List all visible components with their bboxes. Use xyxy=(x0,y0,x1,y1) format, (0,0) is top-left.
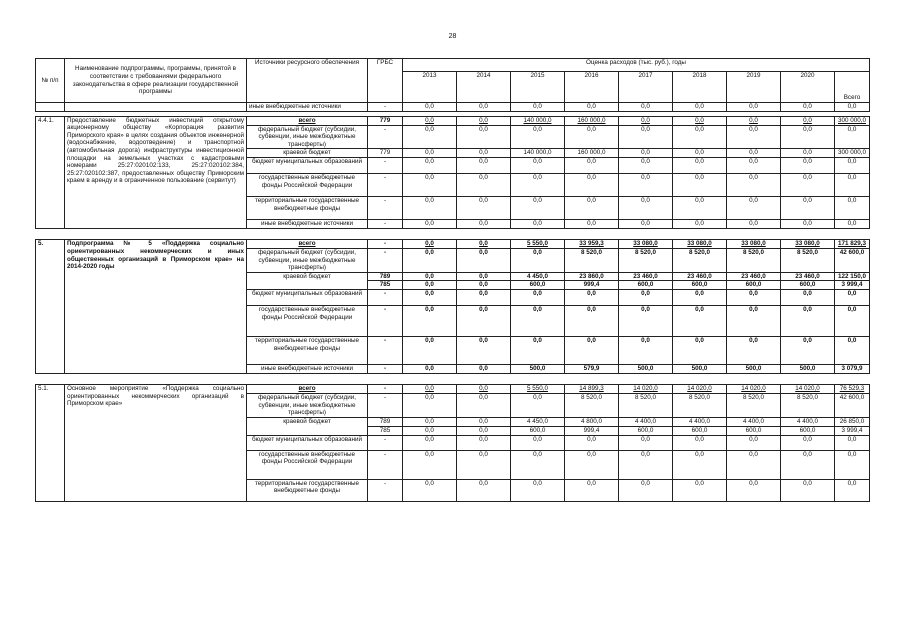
value-cell: 8 520,0 xyxy=(673,248,727,272)
header-year: 2013 xyxy=(403,72,457,103)
table-row xyxy=(36,116,870,125)
value-cell: 122 150,0 xyxy=(835,272,870,281)
value-cell: 0,0 xyxy=(565,435,619,450)
grbs-cell: - xyxy=(368,220,403,229)
row-number: 5.1. xyxy=(36,384,65,501)
value-cell: 0,0 xyxy=(835,336,870,364)
value-cell: 0,0 xyxy=(457,281,511,290)
grbs-cell: - xyxy=(368,435,403,450)
grbs-cell: 785 xyxy=(368,281,403,290)
value-cell: 0,0 xyxy=(835,289,870,305)
value-cell: 23 460,0 xyxy=(619,272,673,281)
value-cell: 4 450,0 xyxy=(511,272,565,281)
value-cell: 500,0 xyxy=(511,364,565,373)
grbs-cell: - xyxy=(368,248,403,272)
value-cell: 999,4 xyxy=(565,281,619,290)
value-cell: 600,0 xyxy=(781,281,835,290)
value-cell: 42 600,0 xyxy=(835,393,870,417)
value-cell: 0,0 xyxy=(565,103,619,112)
value-cell: 4 800,0 xyxy=(565,417,619,426)
row-name: Основное мероприятие «Поддержка социально ориентированных некоммерческих организаций в Приморском крае» xyxy=(65,384,247,501)
value-cell: 0,0 xyxy=(511,220,565,229)
value-cell: 0,0 xyxy=(673,336,727,364)
value-cell: 23 860,0 xyxy=(565,272,619,281)
value-cell: 0,0 xyxy=(619,289,673,305)
value-cell: 0,0 xyxy=(781,197,835,220)
value-cell: 0,0 xyxy=(457,426,511,435)
grbs-cell: - xyxy=(368,158,403,174)
value-cell: 0,0 xyxy=(619,336,673,364)
value-cell: 0,0 xyxy=(403,220,457,229)
header-row xyxy=(36,59,870,72)
value-cell: 0,0 xyxy=(781,125,835,149)
value-cell: 0,0 xyxy=(727,220,781,229)
value-cell: 4 400,0 xyxy=(619,417,673,426)
source-cell: территориальные государственные внебюджетные фонды xyxy=(247,336,368,364)
value-cell: 0,0 xyxy=(835,158,870,174)
value-cell: 160 000,0 xyxy=(565,116,619,125)
value-cell: 0,0 xyxy=(619,220,673,229)
value-cell: 0,0 xyxy=(565,125,619,149)
value-cell: 0,0 xyxy=(403,393,457,417)
value-cell: 0,0 xyxy=(457,336,511,364)
source-cell: всего xyxy=(247,116,368,125)
header-year: 2015 xyxy=(511,72,565,103)
value-cell: 0,0 xyxy=(835,125,870,149)
value-cell: 0,0 xyxy=(619,305,673,336)
value-cell: 0,0 xyxy=(673,158,727,174)
value-cell: 0,0 xyxy=(511,450,565,479)
value-cell: 14 020,0 xyxy=(781,384,835,393)
value-cell: 0,0 xyxy=(511,103,565,112)
value-cell: 0,0 xyxy=(403,281,457,290)
value-cell: 0,0 xyxy=(619,435,673,450)
value-cell: 42 600,0 xyxy=(835,248,870,272)
value-cell: 8 520,0 xyxy=(727,393,781,417)
table-row xyxy=(36,384,870,393)
header-year: 2014 xyxy=(457,72,511,103)
value-cell: 5 550,0 xyxy=(511,384,565,393)
value-cell: 0,0 xyxy=(673,149,727,158)
header-estimate: Оценка расходов (тыс. руб.), годы xyxy=(403,59,870,72)
value-cell: 0,0 xyxy=(673,289,727,305)
grbs-cell: 789 xyxy=(368,272,403,281)
value-cell: 0,0 xyxy=(781,289,835,305)
value-cell: 0,0 xyxy=(673,435,727,450)
value-cell: 0,0 xyxy=(457,479,511,501)
grbs-cell: - xyxy=(368,240,403,249)
value-cell: 33 080,0 xyxy=(781,240,835,249)
value-cell: 8 520,0 xyxy=(781,393,835,417)
value-cell: 0,0 xyxy=(781,158,835,174)
grbs-cell: 779 xyxy=(368,116,403,125)
value-cell: 0,0 xyxy=(403,336,457,364)
header-year: 2018 xyxy=(673,72,727,103)
source-cell: бюджет муниципальных образований xyxy=(247,158,368,174)
value-cell: 0,0 xyxy=(727,158,781,174)
value-cell: 0,0 xyxy=(619,197,673,220)
value-cell: 500,0 xyxy=(727,364,781,373)
value-cell: 0,0 xyxy=(619,103,673,112)
grbs-cell: - xyxy=(368,450,403,479)
grbs-cell: - xyxy=(368,103,403,112)
source-cell: краевой бюджет xyxy=(247,272,368,289)
header-num: № п/п xyxy=(36,59,65,103)
row-number: 4.4.1. xyxy=(36,116,65,229)
value-cell: 0,0 xyxy=(673,450,727,479)
value-cell: 0,0 xyxy=(403,125,457,149)
value-cell: 0,0 xyxy=(457,158,511,174)
value-cell: 0,0 xyxy=(457,384,511,393)
value-cell: 0,0 xyxy=(511,248,565,272)
value-cell: 0,0 xyxy=(835,197,870,220)
value-cell: 0,0 xyxy=(727,479,781,501)
value-cell: 0,0 xyxy=(457,450,511,479)
value-cell: 0,0 xyxy=(457,125,511,149)
value-cell: 0,0 xyxy=(727,149,781,158)
value-cell: 4 400,0 xyxy=(781,417,835,426)
value-cell: 0,0 xyxy=(619,116,673,125)
value-cell: 600,0 xyxy=(511,426,565,435)
header-name: Наименование подпрограммы, программы, принятой в соответствии с требованиями федерального законодательства в сфере реализации государственной программы xyxy=(65,59,247,103)
value-cell: 3 999,4 xyxy=(835,426,870,435)
value-cell: 171 829,3 xyxy=(835,240,870,249)
value-cell: 600,0 xyxy=(619,426,673,435)
value-cell: 0,0 xyxy=(727,289,781,305)
source-cell: территориальные государственные внебюджетные фонды xyxy=(247,479,368,501)
value-cell: 0,0 xyxy=(673,305,727,336)
header-year: 2017 xyxy=(619,72,673,103)
value-cell: 0,0 xyxy=(457,248,511,272)
value-cell: 0,0 xyxy=(565,158,619,174)
value-cell: 500,0 xyxy=(619,364,673,373)
value-cell: 160 000,0 xyxy=(565,149,619,158)
grbs-cell: - xyxy=(368,336,403,364)
value-cell: 0,0 xyxy=(835,103,870,112)
value-cell: 0,0 xyxy=(565,220,619,229)
header-year: 2020 xyxy=(781,72,835,103)
value-cell: 8 520,0 xyxy=(781,248,835,272)
value-cell: 23 460,0 xyxy=(673,272,727,281)
grbs-cell: - xyxy=(368,305,403,336)
value-cell: 0,0 xyxy=(511,174,565,197)
value-cell: 76 529,3 xyxy=(835,384,870,393)
value-cell: 600,0 xyxy=(511,281,565,290)
value-cell: 0,0 xyxy=(457,364,511,373)
source-cell: территориальные государственные внебюджетные фонды xyxy=(247,197,368,220)
grbs-cell: - xyxy=(368,393,403,417)
grbs-cell: - xyxy=(368,364,403,373)
value-cell: 0,0 xyxy=(781,149,835,158)
value-cell: 0,0 xyxy=(835,220,870,229)
value-cell: 0,0 xyxy=(565,479,619,501)
value-cell: 33 080,0 xyxy=(673,240,727,249)
value-cell: 0,0 xyxy=(835,479,870,501)
value-cell: 0,0 xyxy=(457,272,511,281)
source-cell: федеральный бюджет (субсидии, субвенции, иные межбюджетные трансферты) xyxy=(247,248,368,272)
header-year: 2019 xyxy=(727,72,781,103)
grbs-cell: - xyxy=(368,384,403,393)
value-cell: 0,0 xyxy=(511,158,565,174)
value-cell: 0,0 xyxy=(457,149,511,158)
value-cell: 0,0 xyxy=(727,435,781,450)
value-cell: 0,0 xyxy=(727,450,781,479)
value-cell: 14 899,3 xyxy=(565,384,619,393)
value-cell: 0,0 xyxy=(673,220,727,229)
source-cell: иные внебюджетные источники xyxy=(247,220,368,229)
grbs-cell: 785 xyxy=(368,426,403,435)
value-cell: 600,0 xyxy=(727,281,781,290)
value-cell: 0,0 xyxy=(565,336,619,364)
value-cell: 4 450,0 xyxy=(511,417,565,426)
value-cell: 500,0 xyxy=(673,364,727,373)
value-cell: 3 079,9 xyxy=(835,364,870,373)
value-cell: 0,0 xyxy=(673,125,727,149)
value-cell: 14 020,0 xyxy=(619,384,673,393)
table-row xyxy=(36,103,870,112)
value-cell: 0,0 xyxy=(511,305,565,336)
value-cell: 0,0 xyxy=(835,450,870,479)
value-cell: 0,0 xyxy=(619,174,673,197)
value-cell: 0,0 xyxy=(565,197,619,220)
value-cell: 0,0 xyxy=(781,116,835,125)
value-cell: 0,0 xyxy=(457,220,511,229)
value-cell: 0,0 xyxy=(727,116,781,125)
value-cell: 0,0 xyxy=(619,450,673,479)
source-cell: краевой бюджет xyxy=(247,417,368,435)
value-cell: 0,0 xyxy=(565,289,619,305)
value-cell: 8 520,0 xyxy=(619,248,673,272)
value-cell: 0,0 xyxy=(781,435,835,450)
value-cell: 600,0 xyxy=(727,426,781,435)
value-cell: 0,0 xyxy=(565,174,619,197)
value-cell: 579,9 xyxy=(565,364,619,373)
grbs-cell: - xyxy=(368,289,403,305)
value-cell: 0,0 xyxy=(727,103,781,112)
value-cell: 0,0 xyxy=(403,479,457,501)
value-cell: 999,4 xyxy=(565,426,619,435)
source-cell: бюджет муниципальных образований xyxy=(247,289,368,305)
value-cell: 0,0 xyxy=(511,289,565,305)
grbs-cell: - xyxy=(368,479,403,501)
value-cell: 600,0 xyxy=(673,426,727,435)
value-cell: 0,0 xyxy=(565,305,619,336)
value-cell: 33 080,0 xyxy=(619,240,673,249)
header-year: 2016 xyxy=(565,72,619,103)
value-cell: 0,0 xyxy=(727,305,781,336)
value-cell: 0,0 xyxy=(403,197,457,220)
value-cell: 33 959,3 xyxy=(565,240,619,249)
value-cell: 0,0 xyxy=(835,435,870,450)
value-cell: 8 520,0 xyxy=(727,248,781,272)
value-cell: 0,0 xyxy=(781,305,835,336)
value-cell: 0,0 xyxy=(781,479,835,501)
value-cell: 0,0 xyxy=(403,158,457,174)
value-cell: 0,0 xyxy=(403,426,457,435)
value-cell: 0,0 xyxy=(835,305,870,336)
value-cell: 4 400,0 xyxy=(673,417,727,426)
value-cell: 0,0 xyxy=(673,103,727,112)
header-grbs: ГРБС xyxy=(368,59,403,103)
value-cell: 14 020,0 xyxy=(673,384,727,393)
value-cell: 0,0 xyxy=(457,435,511,450)
value-cell: 0,0 xyxy=(403,272,457,281)
value-cell: 26 850,0 xyxy=(835,417,870,426)
grbs-cell: - xyxy=(368,174,403,197)
value-cell: 500,0 xyxy=(781,364,835,373)
value-cell: 0,0 xyxy=(403,289,457,305)
value-cell: 0,0 xyxy=(403,305,457,336)
value-cell: 0,0 xyxy=(619,479,673,501)
value-cell: 0,0 xyxy=(727,125,781,149)
source-cell: бюджет муниципальных образований xyxy=(247,435,368,450)
value-cell: 0,0 xyxy=(727,336,781,364)
source-cell: федеральный бюджет (субсидии, субвенции, иные межбюджетные трансферты) xyxy=(247,393,368,417)
value-cell: 0,0 xyxy=(403,417,457,426)
value-cell: 3 999,4 xyxy=(835,281,870,290)
grbs-cell: 789 xyxy=(368,417,403,426)
section-5-1 xyxy=(36,384,870,501)
value-cell: 0,0 xyxy=(727,174,781,197)
value-cell: 0,0 xyxy=(835,174,870,197)
header-source: Источники ресурсного обеспечения xyxy=(247,59,368,103)
table-row xyxy=(36,240,870,249)
value-cell: 0,0 xyxy=(511,393,565,417)
value-cell: 0,0 xyxy=(403,240,457,249)
grbs-cell: - xyxy=(368,197,403,220)
value-cell: 0,0 xyxy=(781,220,835,229)
value-cell: 0,0 xyxy=(403,248,457,272)
value-cell: 0,0 xyxy=(511,125,565,149)
value-cell: 8 520,0 xyxy=(565,393,619,417)
section-4-4-1 xyxy=(36,116,870,229)
value-cell: 0,0 xyxy=(403,103,457,112)
value-cell: 0,0 xyxy=(403,174,457,197)
value-cell: 23 460,0 xyxy=(781,272,835,281)
value-cell: 0,0 xyxy=(457,174,511,197)
value-cell: 23 460,0 xyxy=(727,272,781,281)
source-cell: всего xyxy=(247,384,368,393)
value-cell: 0,0 xyxy=(619,149,673,158)
value-cell: 14 020,0 xyxy=(727,384,781,393)
value-cell: 0,0 xyxy=(781,103,835,112)
source-cell: краевой бюджет xyxy=(247,149,368,158)
value-cell: 0,0 xyxy=(403,384,457,393)
value-cell: 5 550,0 xyxy=(511,240,565,249)
expenditure-table xyxy=(35,58,870,502)
value-cell: 0,0 xyxy=(403,116,457,125)
value-cell: 140 000,0 xyxy=(511,116,565,125)
value-cell: 0,0 xyxy=(673,197,727,220)
value-cell: 0,0 xyxy=(457,393,511,417)
value-cell: 140 000,0 xyxy=(511,149,565,158)
value-cell: 0,0 xyxy=(457,116,511,125)
source-cell: государственные внебюджетные фонды Российской Федерации xyxy=(247,450,368,479)
value-cell: 0,0 xyxy=(727,197,781,220)
value-cell: 300 000,0 xyxy=(835,149,870,158)
source-cell: иные внебюджетные источники xyxy=(247,103,368,112)
value-cell: 600,0 xyxy=(781,426,835,435)
value-cell: 8 520,0 xyxy=(619,393,673,417)
value-cell: 4 400,0 xyxy=(727,417,781,426)
page-number: 28 xyxy=(448,33,457,40)
value-cell: 0,0 xyxy=(781,450,835,479)
value-cell: 0,0 xyxy=(781,174,835,197)
grbs-cell: - xyxy=(368,125,403,149)
header-total: Всего xyxy=(835,72,870,103)
source-cell: государственные внебюджетные фонды Российской Федерации xyxy=(247,174,368,197)
source-cell: государственные внебюджетные фонды Российской Федерации xyxy=(247,305,368,336)
section-5 xyxy=(36,240,870,374)
value-cell: 0,0 xyxy=(781,336,835,364)
value-cell: 0,0 xyxy=(673,116,727,125)
value-cell: 0,0 xyxy=(673,174,727,197)
value-cell: 600,0 xyxy=(619,281,673,290)
value-cell: 0,0 xyxy=(457,240,511,249)
value-cell: 0,0 xyxy=(511,336,565,364)
value-cell: 8 520,0 xyxy=(565,248,619,272)
grbs-cell: 779 xyxy=(368,149,403,158)
value-cell: 33 080,0 xyxy=(727,240,781,249)
value-cell: 0,0 xyxy=(457,305,511,336)
value-cell: 0,0 xyxy=(457,417,511,426)
source-cell: федеральный бюджет (субсидии, субвенции, иные межбюджетные трансферты) xyxy=(247,125,368,149)
row-name: Подпрограмма № 5 «Поддержка социально ориентированных некоммерческих и иных общественных организаций в Приморском крае» на 2014-2020 годы xyxy=(65,240,247,374)
value-cell: 0,0 xyxy=(619,125,673,149)
value-cell: 0,0 xyxy=(457,103,511,112)
value-cell: 0,0 xyxy=(619,158,673,174)
source-cell: иные внебюджетные источники xyxy=(247,364,368,373)
source-cell: всего xyxy=(247,240,368,249)
value-cell: 0,0 xyxy=(565,450,619,479)
value-cell: 0,0 xyxy=(403,435,457,450)
value-cell: 0,0 xyxy=(511,479,565,501)
value-cell: 0,0 xyxy=(511,197,565,220)
value-cell: 300 000,0 xyxy=(835,116,870,125)
row-number: 5. xyxy=(36,240,65,374)
value-cell: 0,0 xyxy=(403,450,457,479)
value-cell: 600,0 xyxy=(673,281,727,290)
value-cell: 8 520,0 xyxy=(673,393,727,417)
value-cell: 0,0 xyxy=(673,479,727,501)
value-cell: 0,0 xyxy=(511,435,565,450)
value-cell: 0,0 xyxy=(403,149,457,158)
value-cell: 0,0 xyxy=(457,197,511,220)
value-cell: 0,0 xyxy=(457,289,511,305)
value-cell: 0,0 xyxy=(403,364,457,373)
row-name: Предоставление бюджетных инвестиций открытому акционерному обществу «Корпорация развития Приморского края» в целях создания объектов инженерной (водоснабжение, водоотведение) и транспортной (автомобильная дорога) инфраструктуры инвестиционной площадки на земельных участках с кадастровыми номерами 25:27:020102:133, 25:27:020102:384, 25:27:020102:387, предоставленных обществу Приморским краем в аренду и в ограниченное пользование (сервитут) xyxy=(65,116,247,229)
